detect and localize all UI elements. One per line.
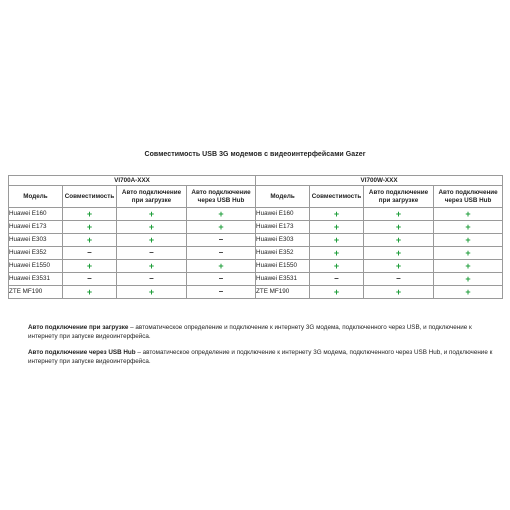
plus-mark: + [310,247,364,260]
table-row [9,273,503,286]
table-row [9,286,503,299]
model-cell: Huawei E3531 [256,273,310,286]
plus-mark: + [310,286,364,299]
model-cell: Huawei E303 [256,234,310,247]
plus-mark: + [434,260,503,273]
minus-mark: – [63,247,117,260]
plus-mark: + [63,221,117,234]
minus-mark: – [117,247,187,260]
plus-mark: + [310,260,364,273]
plus-mark: + [117,208,187,221]
minus-mark: – [187,247,256,260]
plus-mark: + [364,286,434,299]
model-cell: Huawei E160 [9,208,63,221]
model-cell: Huawei E1550 [9,260,63,273]
model-cell: ZTE MF190 [256,286,310,299]
model-cell: Huawei E303 [9,234,63,247]
plus-mark: + [187,221,256,234]
model-cell: Huawei E173 [9,221,63,234]
plus-mark: + [63,260,117,273]
note-usb-hub [28,349,502,366]
model-cell: Huawei E352 [9,247,63,260]
plus-mark: + [117,286,187,299]
plus-mark: + [63,208,117,221]
note-term: Авто подключение через USB Hub [28,349,136,356]
plus-mark: + [63,286,117,299]
group-header-vi700a: VI700A-XXX [9,176,256,186]
plus-mark: + [434,286,503,299]
table-row [9,234,503,247]
plus-mark: + [434,247,503,260]
plus-mark: + [364,247,434,260]
column-header-autoboot: Авто подключение при загрузке [364,186,434,208]
group-header-vi700w: VI700W-XXX [256,176,503,186]
minus-mark: – [187,234,256,247]
table-row [9,260,503,273]
model-cell: Huawei E173 [256,221,310,234]
group-header-row [9,176,503,186]
plus-mark: + [310,221,364,234]
column-header-row [9,186,503,208]
plus-mark: + [364,221,434,234]
column-header-model: Модель [256,186,310,208]
table-row [9,247,503,260]
plus-mark: + [310,208,364,221]
minus-mark: – [187,286,256,299]
note-autoboot [28,324,502,341]
table-row [9,221,503,234]
column-header-hub: Авто подключение через USB Hub [187,186,256,208]
minus-mark: – [117,273,187,286]
model-cell: Huawei E3531 [9,273,63,286]
plus-mark: + [187,260,256,273]
plus-mark: + [117,260,187,273]
model-cell: ZTE MF190 [9,286,63,299]
plus-mark: + [310,234,364,247]
column-header-model: Модель [9,186,63,208]
plus-mark: + [364,260,434,273]
model-cell: Huawei E160 [256,208,310,221]
plus-mark: + [364,208,434,221]
plus-mark: + [434,273,503,286]
column-header-hub: Авто подключение через USB Hub [434,186,503,208]
model-cell: Huawei E1550 [256,260,310,273]
minus-mark: – [63,273,117,286]
column-header-autoboot: Авто подключение при загрузке [117,186,187,208]
plus-mark: + [117,234,187,247]
column-header-compat: Совместимость [63,186,117,208]
note-text: – автоматическое определение и подключение к интернету 3G модема, подключенного через USB, и подключение к интернету при запуске видеоинтерфейса. [28,324,472,340]
plus-mark: + [364,234,434,247]
plus-mark: + [187,208,256,221]
minus-mark: – [310,273,364,286]
table-body [9,208,503,299]
table-row [9,208,503,221]
compatibility-table [8,175,503,299]
plus-mark: + [117,221,187,234]
minus-mark: – [187,273,256,286]
model-cell: Huawei E352 [256,247,310,260]
note-text: – автоматическое определение и подключение к интернету 3G модема, подключенного через USB Hub, и подключение к интернету при запуске видеоинтерфейса. [28,349,493,365]
note-term: Авто подключение при загрузке [28,324,129,331]
page-title: Совместимость USB 3G модемов с видеоинтерфейсами Gazer [144,151,366,158]
plus-mark: + [434,208,503,221]
minus-mark: – [364,273,434,286]
column-header-compat: Совместимость [310,186,364,208]
plus-mark: + [434,234,503,247]
plus-mark: + [63,234,117,247]
plus-mark: + [434,221,503,234]
